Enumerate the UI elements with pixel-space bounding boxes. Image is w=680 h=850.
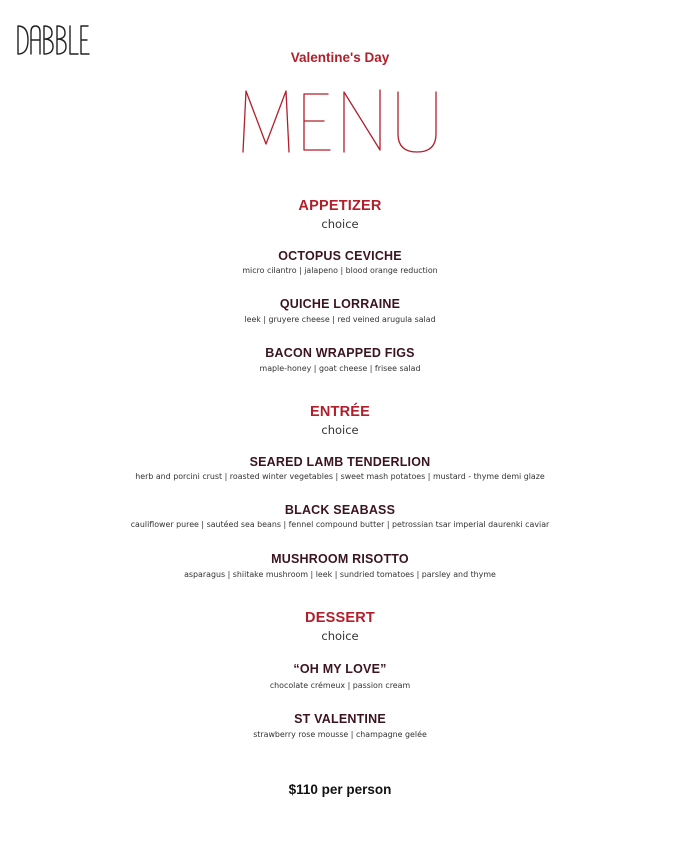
- section-note-appetizer: choice: [321, 217, 359, 231]
- dish-description: chocolate crémeux | passion cream: [269, 681, 411, 690]
- menu-subtitle: Valentine's Day: [290, 50, 390, 65]
- dish-description: maple-honey | goat cheese | frisee salad: [259, 364, 421, 373]
- section-title-appetizer: APPETIZER: [298, 198, 382, 214]
- dish-description: strawberry rose mousse | champagne gelée: [253, 730, 427, 739]
- dish-description: asparagus | shiitake mushroom | leek | sundried tomatoes | parsley and thyme: [184, 570, 496, 579]
- dish-name: BACON WRAPPED FIGS: [265, 346, 415, 360]
- dish-description: micro cilantro | jalapeno | blood orange reduction: [242, 266, 438, 275]
- dish-description: leek | gruyere cheese | red veined arugula salad: [244, 315, 436, 324]
- dish-name: ST VALENTINE: [294, 712, 386, 726]
- dish-name: MUSHROOM RISOTTO: [271, 552, 409, 566]
- dish-description: herb and porcini crust | roasted winter vegetables | sweet mash potatoes | mustard - thyme demi glaze: [135, 472, 545, 481]
- section-title-entree: ENTRÉE: [309, 404, 370, 420]
- section-note-dessert: choice: [321, 629, 359, 643]
- dish-name: “OH MY LOVE”: [293, 662, 387, 676]
- dish-name: OCTOPUS CEVICHE: [278, 249, 402, 263]
- dish-name: QUICHE LORRAINE: [279, 297, 401, 311]
- menu-title: [240, 88, 440, 154]
- dish-description: cauliflower puree | sautéed sea beans | fennel compound butter | petrossian tsar imperial daurenki caviar: [130, 520, 550, 529]
- dish-name: SEARED LAMB TENDERLION: [249, 455, 431, 469]
- section-title-dessert: DESSERT: [305, 610, 375, 626]
- price-per-person: $110 per person: [288, 782, 392, 797]
- dish-name: BLACK SEABASS: [284, 503, 396, 517]
- section-note-entree: choice: [321, 423, 359, 437]
